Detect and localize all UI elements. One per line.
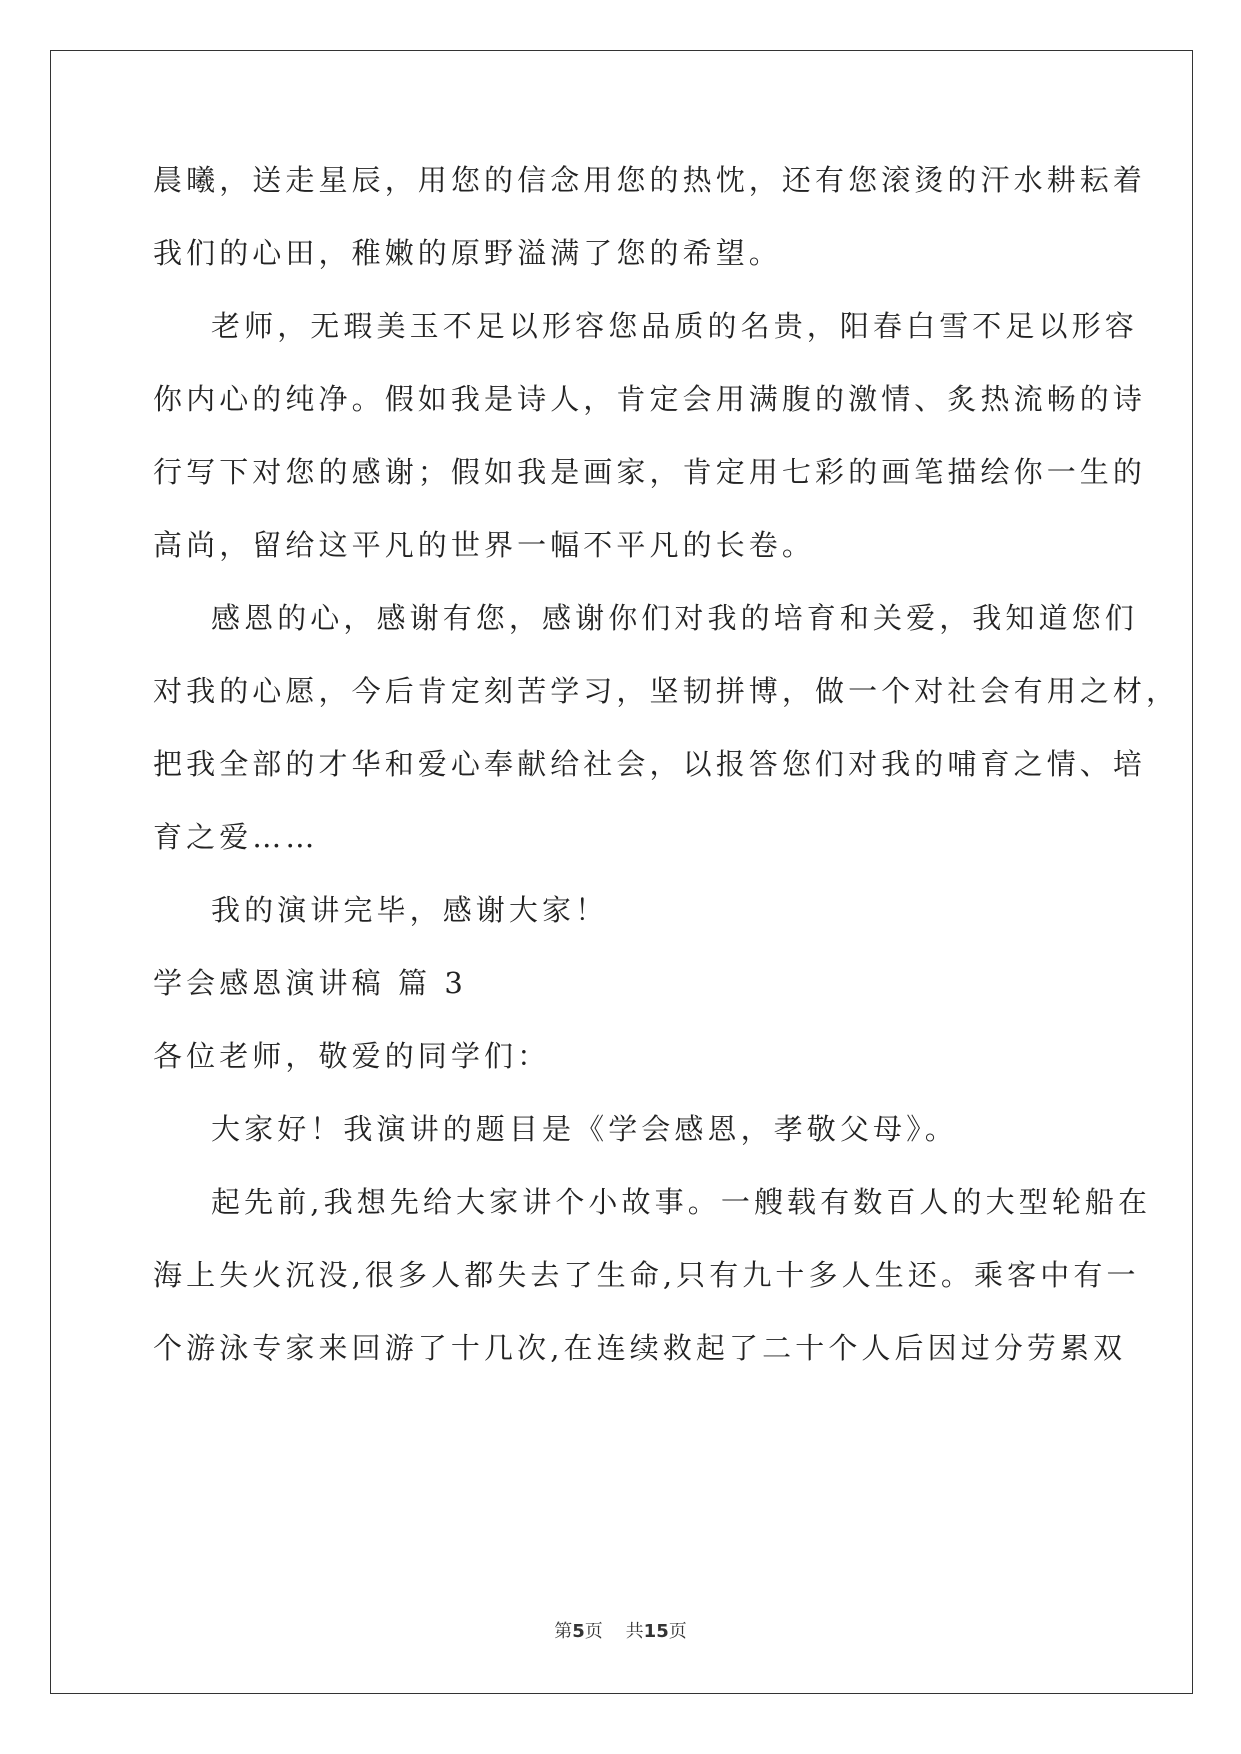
salutation-line: 各位老师，敬爱的同学们： bbox=[153, 1039, 551, 1073]
total-pages: 15 bbox=[643, 1621, 669, 1642]
page-border bbox=[50, 50, 1193, 1694]
paragraph-line: 对我的心愿，今后肯定刻苦学习，坚韧拼博，做一个对社会有用之材， bbox=[153, 674, 1180, 708]
paragraph-line: 育之爱…… bbox=[153, 820, 319, 854]
section-heading: 学会感恩演讲稿 篇 3 bbox=[153, 966, 467, 1000]
paragraph-line: 高尚，留给这平凡的世界一幅不平凡的长卷。 bbox=[153, 528, 816, 562]
paragraph-line: 我们的心田，稚嫩的原野溢满了您的希望。 bbox=[153, 236, 782, 270]
paragraph-line: 晨曦，送走星辰，用您的信念用您的热忱，还有您滚烫的汗水耕耘着 bbox=[153, 163, 1147, 197]
paragraph-line: 行写下对您的感谢；假如我是画家，肯定用七彩的画笔描绘你一生的 bbox=[153, 455, 1147, 489]
total-prefix: 共 bbox=[625, 1621, 644, 1642]
page-number: 5 bbox=[572, 1621, 585, 1642]
total-suffix: 页 bbox=[668, 1621, 687, 1642]
paragraph-line: 个游泳专家来回游了十几次,在连续救起了二十个人后因过分劳累双 bbox=[153, 1331, 1127, 1365]
paragraph-line: 起先前,我想先给大家讲个小故事。一艘载有数百人的大型轮船在 bbox=[211, 1185, 1152, 1219]
page-suffix: 页 bbox=[584, 1621, 603, 1642]
paragraph-line: 你内心的纯净。假如我是诗人，肯定会用满腹的激情、炙热流畅的诗 bbox=[153, 382, 1147, 416]
paragraph-line: 海上失火沉没,很多人都失去了生命,只有九十多人生还。乘客中有一 bbox=[153, 1258, 1140, 1292]
paragraph-line: 老师，无瑕美玉不足以形容您品质的名贵，阳春白雪不足以形容 bbox=[211, 309, 1138, 343]
page-prefix: 第 bbox=[554, 1621, 573, 1642]
paragraph-line: 感恩的心，感谢有您，感谢你们对我的培育和关爱，我知道您们 bbox=[211, 601, 1138, 635]
paragraph-line: 我的演讲完毕，感谢大家！ bbox=[211, 893, 609, 927]
paragraph-line: 把我全部的才华和爱心奉献给社会，以报答您们对我的哺育之情、培 bbox=[153, 747, 1147, 781]
page-footer bbox=[0, 1617, 1241, 1643]
paragraph-line: 大家好！我演讲的题目是《学会感恩，孝敬父母》。 bbox=[211, 1112, 958, 1146]
